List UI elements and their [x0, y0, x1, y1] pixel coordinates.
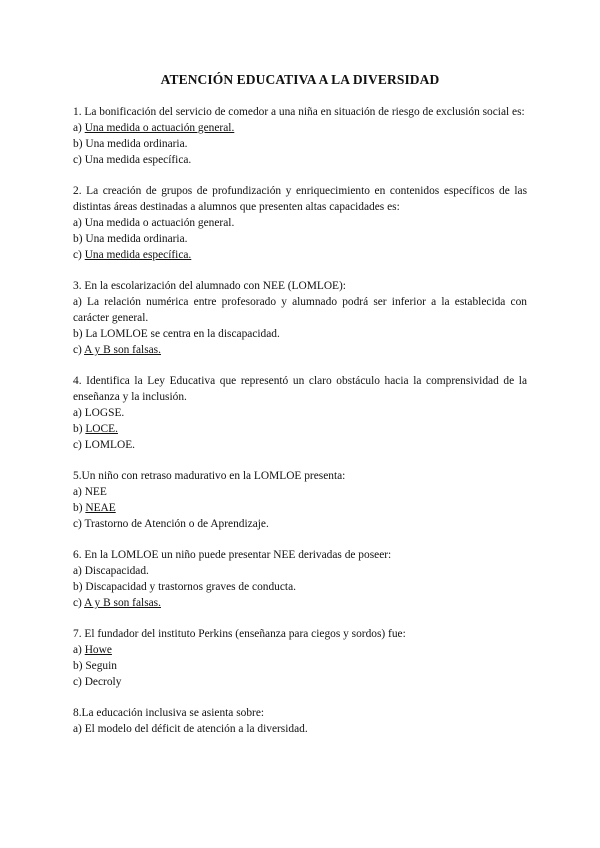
- answer-option: [73, 342, 527, 358]
- answer-option: [73, 484, 527, 500]
- question-block: [73, 104, 527, 168]
- option-text: Una medida ordinaria.: [85, 233, 188, 245]
- option-letter: a): [73, 217, 85, 229]
- option-text: Discapacidad y trastornos graves de conducta.: [85, 581, 296, 593]
- answer-option: [73, 595, 527, 611]
- option-text: Una medida o actuación general.: [84, 217, 235, 229]
- answer-option: [73, 721, 527, 737]
- option-letter: c): [73, 154, 85, 166]
- answer-option: [73, 152, 527, 168]
- option-text: El modelo del déficit de atención a la diversidad.: [84, 723, 308, 735]
- option-letter: a): [73, 723, 85, 735]
- option-letter: c): [73, 597, 85, 609]
- page-title: ATENCIÓN EDUCATIVA A LA DIVERSIDAD: [160, 72, 440, 87]
- question-stem: 5.Un niño con retraso madurativo en la LOMLOE presenta:: [73, 470, 346, 482]
- answer-option: [73, 437, 527, 453]
- option-letter: c): [73, 249, 85, 261]
- question-stem: 6. En la LOMLOE un niño puede presentar NEE derivadas de poseer:: [73, 549, 392, 561]
- option-letter: b): [73, 502, 86, 514]
- answer-option: [73, 231, 527, 247]
- answer-option: [73, 642, 527, 658]
- correct-answer-text: Howe: [84, 644, 112, 656]
- option-text: Una medida ordinaria.: [85, 138, 188, 150]
- question-stem: 4. Identifica la Ley Educativa que representó un claro obstáculo hacia la comprensividad de la enseñanza y la inclusión.: [73, 375, 527, 403]
- option-text: Discapacidad.: [84, 565, 149, 577]
- question-block: [73, 468, 527, 532]
- option-text: Trastorno de Atención o de Aprendizaje.: [84, 518, 269, 530]
- answer-option: [73, 658, 527, 674]
- option-letter: a): [73, 486, 85, 498]
- correct-answer-text: A y B son falsas.: [84, 597, 161, 609]
- answer-option: [73, 294, 527, 326]
- correct-answer-text: Una medida específica.: [84, 249, 192, 261]
- question-block: [73, 373, 527, 453]
- question-block: [73, 547, 527, 611]
- question-stem: 8.La educación inclusiva se asienta sobre:: [73, 707, 265, 719]
- answer-option: [73, 120, 527, 136]
- answer-option: [73, 215, 527, 231]
- question-stem: 3. En la escolarización del alumnado con NEE (LOMLOE):: [73, 280, 346, 292]
- answer-option: [73, 500, 527, 516]
- option-text: La relación numérica entre profesorado y alumnado podrá ser inferior a la establecida con carácter general.: [73, 296, 527, 324]
- question-list: [73, 104, 527, 737]
- option-letter: b): [73, 138, 86, 150]
- question-block: [73, 278, 527, 358]
- option-text: LOMLOE.: [84, 439, 136, 451]
- question-block: [73, 183, 527, 263]
- answer-option: [73, 421, 527, 437]
- answer-option: [73, 674, 527, 690]
- option-letter: c): [73, 676, 85, 688]
- question-block: [73, 626, 527, 690]
- option-letter: b): [73, 233, 86, 245]
- option-text: Decroly: [84, 676, 122, 688]
- answer-option: [73, 326, 527, 342]
- option-text: Seguin: [85, 660, 117, 672]
- answer-option: [73, 247, 527, 263]
- option-letter: b): [73, 328, 86, 340]
- option-letter: c): [73, 518, 85, 530]
- question-stem: 2. La creación de grupos de profundización y enriquecimiento en contenidos específicos de las distintas áreas destinadas a alumnos que presenten altas capacidades es:: [73, 185, 527, 213]
- question-block: [73, 705, 527, 737]
- question-stem: 1. La bonificación del servicio de comedor a una niña en situación de riesgo de exclusión social es:: [73, 106, 525, 118]
- option-text: LOGSE.: [84, 407, 125, 419]
- answer-option: [73, 516, 527, 532]
- option-letter: b): [73, 423, 86, 435]
- option-letter: a): [73, 565, 85, 577]
- question-stem: 7. El fundador del instituto Perkins (enseñanza para ciegos y sordos) fue:: [73, 628, 406, 640]
- option-text: La LOMLOE se centra en la discapacidad.: [85, 328, 280, 340]
- option-text: Una medida específica.: [84, 154, 192, 166]
- correct-answer-text: LOCE.: [85, 423, 118, 435]
- correct-answer-text: NEAE: [85, 502, 116, 514]
- option-letter: a): [73, 296, 88, 308]
- correct-answer-text: Una medida o actuación general.: [84, 122, 235, 134]
- option-letter: a): [73, 122, 85, 134]
- option-letter: a): [73, 644, 85, 656]
- option-text: NEE: [84, 486, 107, 498]
- answer-option: [73, 579, 527, 595]
- option-letter: c): [73, 439, 85, 451]
- answer-option: [73, 405, 527, 421]
- answer-option: [73, 136, 527, 152]
- option-letter: c): [73, 344, 85, 356]
- option-letter: a): [73, 407, 85, 419]
- option-letter: b): [73, 581, 86, 593]
- option-letter: b): [73, 660, 86, 672]
- correct-answer-text: A y B son falsas.: [84, 344, 161, 356]
- answer-option: [73, 563, 527, 579]
